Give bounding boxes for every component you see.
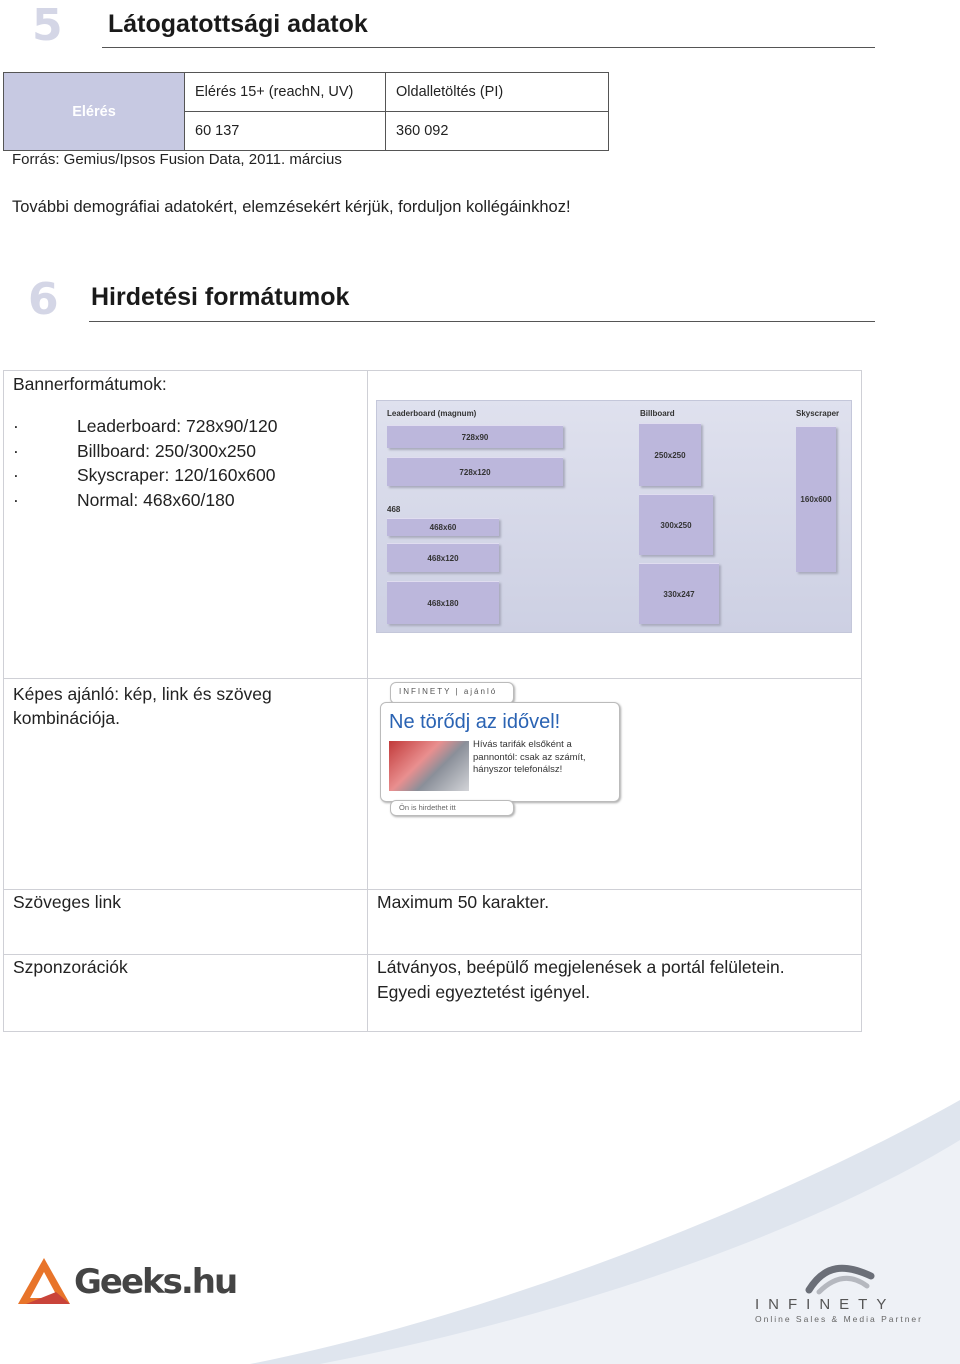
text-link-label: Szöveges link — [13, 892, 121, 912]
ad-footer: Ön is hirdethet itt — [399, 803, 456, 812]
grid-divider — [367, 371, 368, 1031]
banner-formats-list — [13, 414, 277, 512]
infinety-logo-text: INFINETY — [755, 1296, 896, 1313]
reach-col2-value: 360 092 — [386, 112, 609, 151]
section-title: Hirdetési formátumok — [91, 283, 350, 311]
banner-box-468x60: 468x60 — [387, 518, 499, 536]
geeks-logo[interactable] — [16, 1254, 237, 1314]
list-item: · Billboard: 250/300x250 — [13, 439, 277, 464]
image-ad-label: Képes ajánló: kép, link és szöveg kombinációja. — [13, 684, 272, 728]
reach-col1-label: Elérés 15+ (reachN, UV) — [185, 73, 386, 112]
section-rule — [89, 321, 875, 322]
grid-divider — [4, 954, 861, 955]
ad-footer-tab — [390, 800, 514, 816]
source-note: Forrás: Gemius/Ipsos Fusion Data, 2011. március — [12, 151, 342, 168]
banner-formats-label: Bannerformátumok: — [13, 374, 167, 394]
section-number: 6 — [28, 274, 59, 325]
sponsorship-value-line1: Látványos, beépülő megjelenések a portál felületein. — [377, 957, 785, 977]
reach-col1-value: 60 137 — [185, 112, 386, 151]
banner-box-300x250: 300x250 — [639, 494, 713, 555]
ad-text: Hívás tarifák elsőként a pannontól: csak az számít, hányszor telefonálsz! — [473, 739, 586, 775]
sponsorship-value-line2: Egyedi egyeztetést igényel. — [377, 982, 591, 1002]
ad-brand-tab — [390, 682, 514, 704]
section-rule — [102, 47, 875, 48]
reach-table — [3, 72, 609, 151]
infinety-logo-icon — [805, 1262, 875, 1296]
reach-header: Elérés — [4, 73, 185, 151]
section-number: 5 — [32, 0, 63, 51]
infinety-logo[interactable] — [755, 1262, 945, 1332]
list-item: · Normal: 468x60/180 — [13, 488, 277, 513]
text-link-value: Maximum 50 karakter. — [377, 892, 550, 912]
banner-box-330x247: 330x247 — [639, 563, 719, 624]
geeks-logo-text: Geeks.hu — [74, 1262, 237, 1302]
contact-note: További demográfiai adatokért, elemzésekért kérjük, forduljon kollégáinkhoz! — [12, 198, 571, 216]
ad-body — [380, 702, 620, 802]
infinety-tagline: Online Sales & Media Partner — [755, 1314, 923, 1324]
banner-box-468x120: 468x120 — [387, 543, 499, 572]
list-item: · Skyscraper: 120/160x600 — [13, 463, 277, 488]
sponsorship-label: Szponzorációk — [13, 957, 128, 977]
image-ad-sample — [380, 682, 620, 816]
banner-box-468x180: 468x180 — [387, 581, 499, 624]
diagram-column-label: Skyscraper — [796, 409, 840, 418]
ad-headline: Ne törődj az idővel! — [389, 711, 561, 733]
diagram-column-label: Billboard — [640, 409, 675, 418]
banner-box-728x90: 728x90 — [387, 425, 563, 448]
banner-box-250x250: 250x250 — [639, 423, 701, 486]
diagram-column-label: 468 — [387, 505, 401, 514]
banner-box-160x600: 160x600 — [796, 426, 836, 572]
geeks-logo-icon — [16, 1254, 72, 1310]
grid-divider — [4, 889, 861, 890]
ad-brand: INFINETY | ajánló — [399, 687, 498, 696]
diagram-column-label: Leaderboard (magnum) — [387, 409, 477, 418]
banner-box-728x120: 728x120 — [387, 457, 563, 486]
grid-divider — [4, 678, 861, 679]
list-item: · Leaderboard: 728x90/120 — [13, 414, 277, 439]
ad-photo — [389, 741, 469, 791]
reach-col2-label: Oldalletöltés (PI) — [386, 73, 609, 112]
section-title: Látogatottsági adatok — [108, 10, 368, 38]
banner-formats-diagram — [376, 400, 852, 633]
